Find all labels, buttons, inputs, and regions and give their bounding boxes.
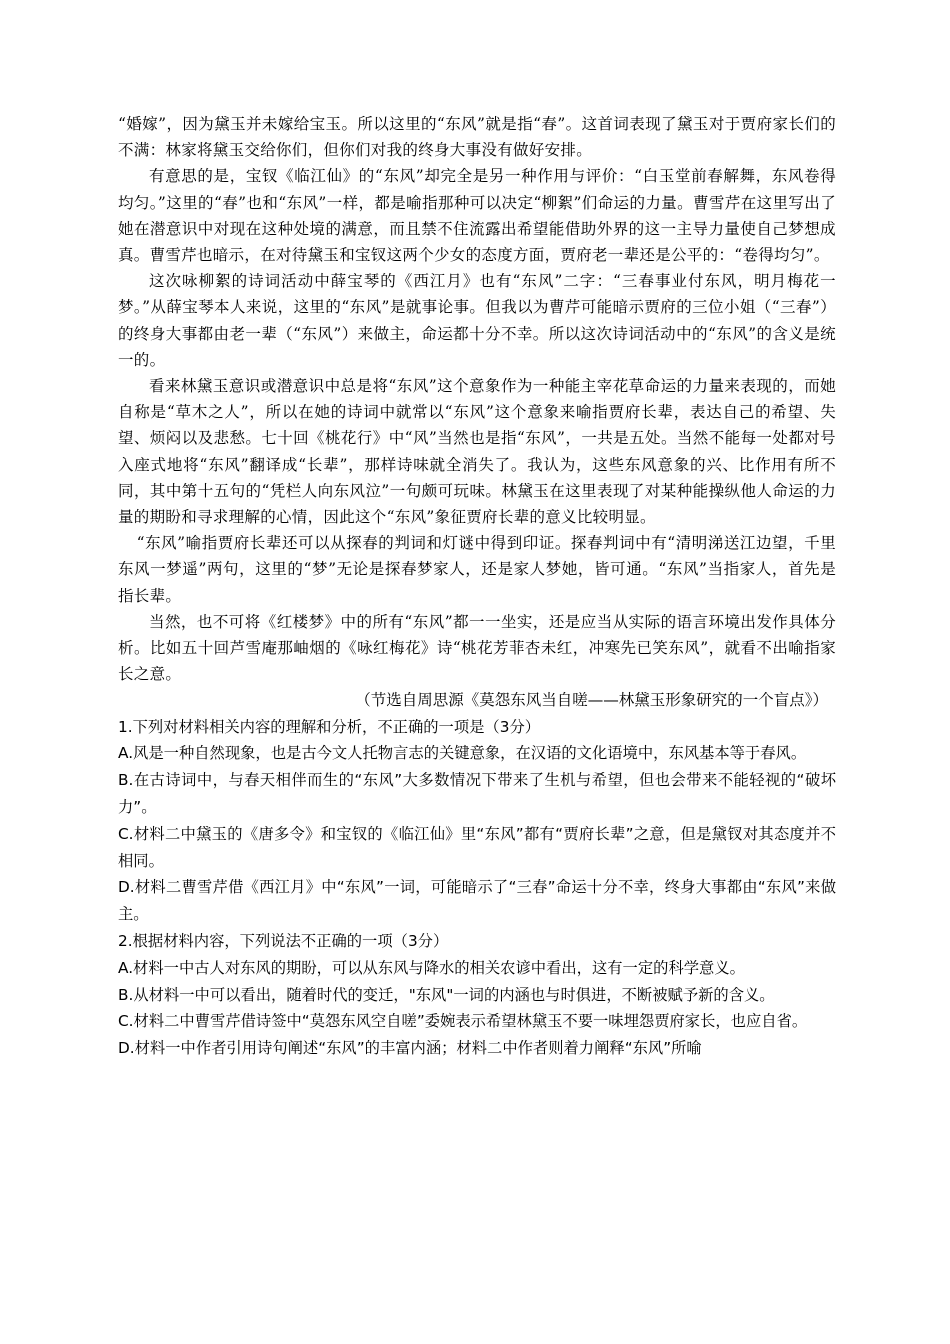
question-stem: 1.下列对材料相关内容的理解和分析，不正确的一项是（3分） [118, 717, 541, 736]
article-paragraph: 看来林黛玉意识或潜意识中总是将“东风”这个意象作为一种能主宰花草命运的力量来表现的，而她自称是“草木之人”，所以在她的诗词中就常以“东风”这个意象来喻指贾府长辈，表达自己的希望、失望、烦闷以及悲愁。七十回《桃花行》中“风”当然也是指“东风”，一共是五处。当然不能每一处都对号入座式地将“东风”翻译成“长辈”，那样诗味就全消失了。我认为，这些东风意象的兴、比作用有所不同，其中第十五句的“凭栏人向东风泣”一句颇可玩味。林黛玉在这里表现了对某种能操纵他人命运的力量的期盼和寻求理解的心情，因此这个“东风”象征贾府长辈的意义比较明显。 [118, 377, 836, 527]
question-option: C.材料二中黛玉的《唐多令》和宝钗的《临江仙》里“东风”都有“贾府长辈”之意，但是黛钗对其态度并不相同。 [118, 824, 836, 870]
article-paragraph: “婚嫁”，因为黛玉并未嫁给宝玉。所以这里的“东风”就是指“春”。这首词表现了黛玉对于贾府家长们的不满：林家将黛玉交给你们，但你们对我的终身大事没有做好安排。 [118, 115, 836, 160]
document-page [118, 111, 836, 1062]
article-paragraph: 有意思的是，宝钗《临江仙》的“东风”却完全是另一种作用与评价：“白玉堂前春解舞，东风卷得均匀。”这里的“春”也和“东风”一样，都是喻指那种可以决定“柳絮”们命运的力量。曹雪芹在这里写出了她在潜意识中对现在这种处境的满意，而且禁不住流露出希望能借助外界的这一主导力量使自己梦想成真。曹雪芹也暗示，在对待黛玉和宝钗这两个少女的态度方面，贾府老一辈还是公平的：“卷得均匀”。 [118, 167, 836, 265]
article-paragraph: “东风”喻指贾府长辈还可以从探春的判词和灯谜中得到印证。探春判词中有“清明涕送江边望，千里东风一梦遥”两句，这里的“梦”无论是探春梦家人，还是家人梦她，皆可通。“东风”当指家人，首先是指长辈。 [118, 534, 836, 605]
question-2 [118, 928, 836, 1062]
article-paragraph: 当然，也不可将《红楼梦》中的所有“东风”都一一坐实，还是应当从实际的语言环境出发作具体分析。比如五十回芦雪庵那岫烟的《咏红梅花》诗“桃花芳菲杏未红，冲寒先已笑东风”，就看不出喻指家长之意。 [118, 612, 836, 684]
question-option: D.材料二曹雪芹借《西江月》中“东风”一词，可能暗示了“三春”命运十分不幸，终身大事都由“东风”来做主。 [118, 878, 836, 924]
question-stem: 2.根据材料内容，下列说法不正确的一项（3分） [118, 932, 449, 951]
question-option: C.材料二中曹雪芹借诗签中“莫怨东风空自嗟”委婉表示希望林黛玉不要一味埋怨贾府家长，也应自省。 [118, 1012, 808, 1031]
article-source: （节选自周思源《莫怨东风当自嗟——林黛玉形象研究的一个盲点》） [355, 691, 828, 710]
question-option: A.风是一种自然现象，也是古今文人托物言志的关键意象，在汉语的文化语境中，东风基本等于春风。 [118, 744, 807, 763]
question-option: D.材料一中作者引用诗句阐述“东风”的丰富内涵；材料二中作者则着力阐释“东风”所喻 [118, 1039, 702, 1058]
question-option: B.在古诗词中，与春天相伴而生的“东风”大多数情况下带来了生机与希望，但也会带来不能轻视的“破坏力”。 [118, 771, 836, 817]
question-option: B.从材料一中可以看出，随着时代的变迁，"东风"一词的内涵也与时俱进，不断被赋予新的含义。 [118, 985, 775, 1004]
question-1 [118, 714, 836, 928]
question-option: A.材料一中古人对东风的期盼，可以从东风与降水的相关农谚中看出，这有一定的科学意义。 [118, 958, 745, 977]
article-paragraph: 这次咏柳絮的诗词活动中薛宝琴的《西江月》也有“东风”二字：“三春事业付东风，明月梅花一梦。”从薛宝琴本人来说，这里的“东风”是就事论事。但我以为曹芹可能暗示贾府的三位小姐（“三春”）的终身大事都由老一辈（“东风”）来做主，命运都十分不幸。所以这次诗词活动中的“东风”的含义是统一的。 [118, 272, 836, 369]
